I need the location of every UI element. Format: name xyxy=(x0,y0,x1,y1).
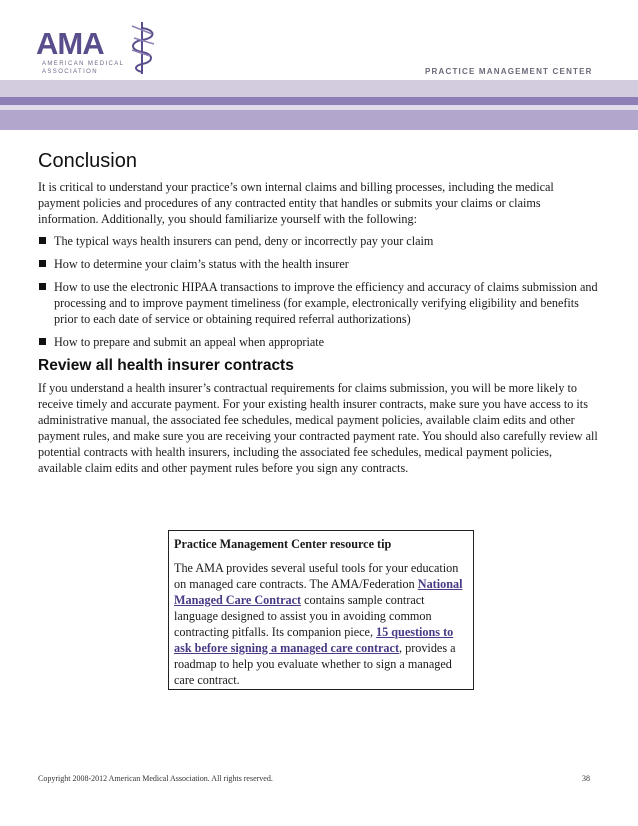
logo-subtitle: AMERICAN MEDICAL ASSOCIATION xyxy=(42,61,125,75)
bullet-square-icon xyxy=(39,260,46,267)
main-content xyxy=(38,150,598,476)
tip-text: The AMA provides several useful tools for your education on managed care contracts. The AMA/Federation xyxy=(174,561,459,591)
bullet-square-icon xyxy=(39,237,46,244)
header-band xyxy=(0,110,638,130)
header-band xyxy=(0,97,638,105)
list-item xyxy=(38,279,598,327)
conclusion-heading: Conclusion xyxy=(38,150,137,172)
bullet-list xyxy=(38,233,598,350)
page-header xyxy=(0,0,638,135)
tip-text: , provides a roadmap to help you evaluate whether to sign a managed care contract. xyxy=(174,641,456,687)
review-body: If you understand a health insurer’s contractual requirements for claims submission, you will be more likely to receive timely and accurate payment. For your existing health insurer contracts, make sure you have access to its administrative manual, the associated fee schedules, medical payment policies, available claim edits and other payment rules, and make sure you are receiving your contracted payment rate. You should also carefully review all potential contracts with health insurers, including the associated fee schedules, medical payment policies, available claim edits and other payment rules before you sign any contracts. xyxy=(38,381,598,475)
list-item xyxy=(38,334,598,350)
caduceus-icon xyxy=(128,20,160,76)
list-item-text: The typical ways health insurers can pend, deny or incorrectly pay your claim xyxy=(54,234,434,248)
conclusion-intro: It is critical to understand your practice’s own internal claims and billing processes, including the medical payment policies and procedures of any contracted entity that handles or submits your claims or claims information. Additionally, you should familiarize yourself with the following: xyxy=(38,180,554,226)
national-managed-care-contract-link[interactable]: National Managed Care Contract xyxy=(174,577,463,607)
bullet-square-icon xyxy=(39,283,46,290)
list-item-text: How to determine your claim’s status with the health insurer xyxy=(54,257,349,271)
tip-text: contains sample contract language designed to assist you in avoiding common contracting pitfalls. Its companion piece, xyxy=(174,593,432,639)
center-name: PRACTICE MANAGEMENT CENTER xyxy=(425,67,593,76)
logo-text: AMA xyxy=(36,26,104,61)
tip-body xyxy=(174,560,468,688)
list-item-text: How to prepare and submit an appeal when appropriate xyxy=(54,335,325,349)
fifteen-questions-link[interactable]: 15 questions to ask before signing a managed care contract xyxy=(174,625,454,655)
review-heading: Review all health insurer contracts xyxy=(38,357,294,374)
tip-title: Practice Management Center resource tip xyxy=(174,537,392,551)
bullet-square-icon xyxy=(39,338,46,345)
resource-tip-box xyxy=(168,530,474,690)
page-footer xyxy=(38,774,598,783)
list-item xyxy=(38,233,598,249)
list-item-text: How to use the electronic HIPAA transactions to improve the efficiency and accuracy of claims submission and processing and to improve payment timeliness (for example, electronically verifying eligibility and benefits prior to each date of service or obtaining required referral authorizations) xyxy=(54,280,598,326)
copyright-text: Copyright 2008-2012 American Medical Association. All rights reserved. xyxy=(38,774,273,783)
list-item xyxy=(38,256,598,272)
header-band xyxy=(0,80,638,97)
page-number: 38 xyxy=(582,774,590,783)
